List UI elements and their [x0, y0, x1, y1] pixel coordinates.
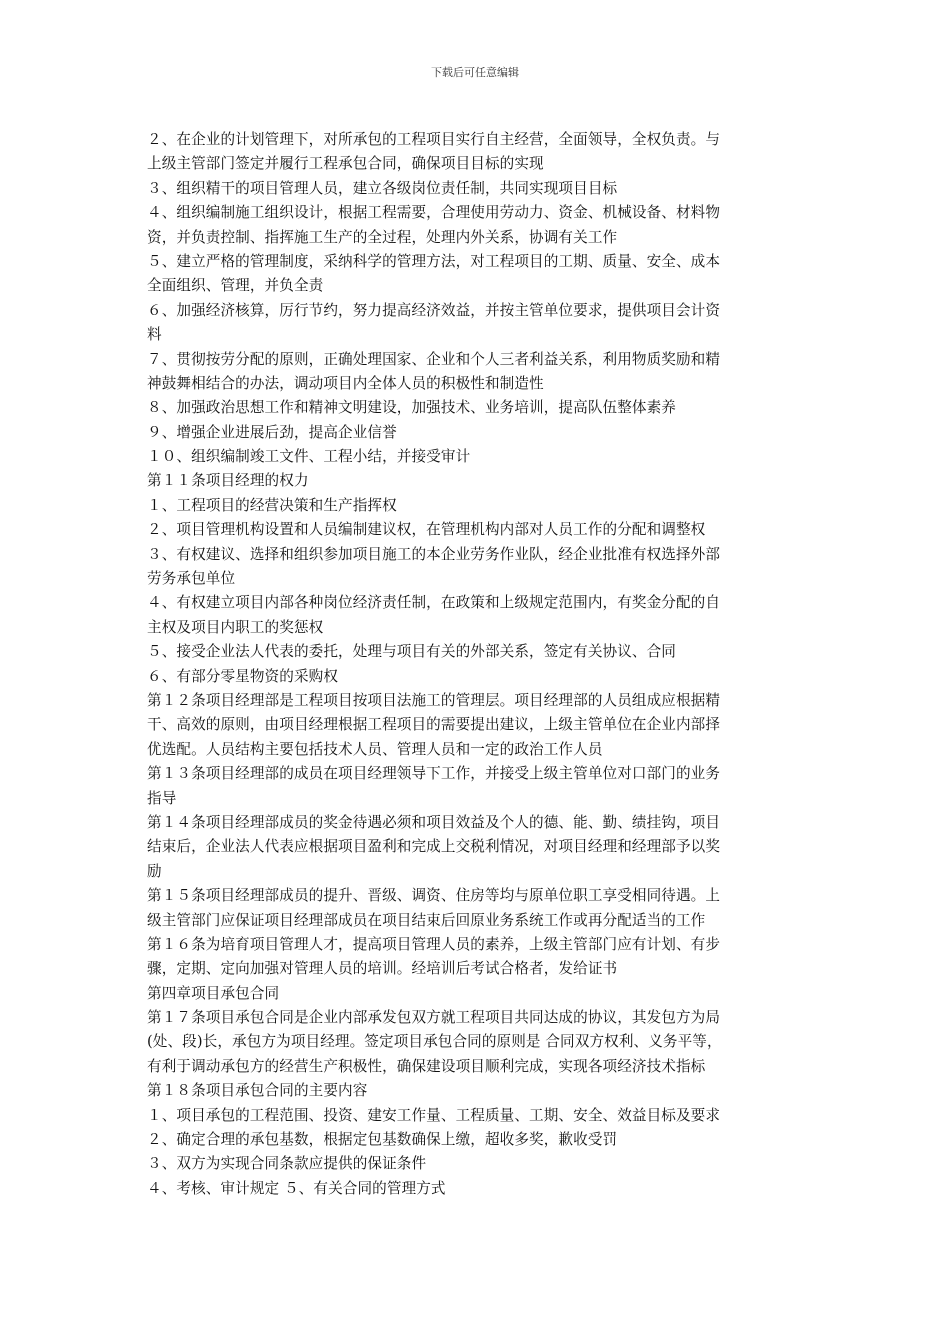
text-line: ５、建立严格的管理制度，采纳科学的管理方法，对工程项目的工期、质量、安全、成本: [147, 252, 721, 270]
text-line: ８、加强政治思想工作和精神文明建设，加强技术、业务培训，提高队伍整体素养: [147, 399, 676, 417]
text-line: 第１１条项目经理的权力: [147, 472, 309, 490]
text-line: 第１８条项目承包合同的主要内容: [147, 1082, 368, 1100]
text-line: １、项目承包的工程范围、投资、建安工作量、工程质量、工期、安全、效益目标及要求: [147, 1106, 721, 1124]
text-line: (处、段)长，承包方为项目经理。签定项目承包合同的原则是 合同双方权利、义务平等，: [147, 1033, 722, 1051]
text-line: 资，并负责控制、指挥施工生产的全过程，处理内外关系，协调有关工作: [147, 228, 618, 246]
text-line: 第１７条项目承包合同是企业内部承发包双方就工程项目共同达成的协议，其发包方为局: [147, 1009, 721, 1027]
text-line: ３、有权建议、选择和组织参加项目施工的本企业劳务作业队，经企业批准有权选择外部: [147, 545, 721, 563]
text-line: 有利于调动承包方的经营生产积极性，确保建设项目顺利完成，实现各项经济技术指标: [147, 1057, 706, 1075]
text-line: 上级主管部门签定并履行工程承包合同，确保项目目标的实现: [147, 155, 544, 173]
text-line: 劳务承包单位: [147, 570, 236, 588]
text-line: ４、有权建立项目内部各种岗位经济责任制，在政策和上级规定范围内，有奖金分配的自: [147, 594, 721, 612]
text-line: ２、确定合理的承包基数，根据定包基数确保上缴，超收多奖，歉收受罚: [147, 1131, 618, 1149]
text-line: 主权及项目内职工的奖惩权: [147, 618, 324, 636]
text-line: ２、在企业的计划管理下，对所承包的工程项目实行自主经营，全面领导，全权负责。与: [147, 131, 721, 148]
text-line: 骤，定期、定向加强对管理人员的培训。经培训后考试合格者，发给证书: [147, 960, 618, 978]
text-line: 第１５条项目经理部成员的提升、晋级、调资、住房等均与原单位职工享受相同待遇。上: [147, 887, 721, 905]
text-line: 神鼓舞相结合的办法，调动项目内全体人员的积极性和制造性: [147, 374, 544, 392]
text-line: 优选配。人员结构主要包括技术人员、管理人员和一定的政治工作人员: [147, 740, 603, 758]
text-line: 第１４条项目经理部成员的奖金待遇必须和项目效益及个人的德、能、勤、绩挂钩，项目: [147, 813, 721, 831]
text-line: 第１３条项目经理部的成员在项目经理领导下工作，并接受上级主管单位对口部门的业务: [147, 765, 721, 783]
text-line: 第１６条为培育项目管理人才，提高项目管理人员的素养，上级主管部门应有计划、有步: [147, 935, 721, 953]
text-line: 励: [147, 862, 162, 880]
document-body: [147, 128, 807, 1201]
text-line: 干、高效的原则，由项目经理根据工程项目的需要提出建议，上级主管单位在企业内部择: [147, 716, 721, 734]
text-line: ７、贯彻按劳分配的原则，正确处理国家、企业和个人三者利益关系，利用物质奖励和精: [147, 350, 721, 368]
text-line: ６、有部分零星物资的采购权: [147, 667, 339, 685]
text-line: 全面组织、管理，并负全责: [147, 277, 324, 295]
text-line: 级主管部门应保证项目经理部成员在项目结束后回原业务系统工作或再分配适当的工作: [147, 911, 706, 929]
page-header-note: 下载后可任意编辑: [431, 66, 519, 79]
text-line: 料: [147, 326, 162, 344]
text-line: ９、增强企业进展后劲，提高企业信誉: [147, 423, 397, 441]
text-line: １０、组织编制竣工文件、工程小结，并接受审计: [147, 448, 471, 466]
text-line: ３、组织精干的项目管理人员，建立各级岗位责任制，共同实现项目目标: [147, 179, 618, 197]
text-line: ５、接受企业法人代表的委托，处理与项目有关的外部关系，签定有关协议、合同: [147, 643, 676, 661]
text-line: ４、考核、审计规定 ５、有关合同的管理方式: [147, 1179, 446, 1197]
text-line: ２、项目管理机构设置和人员编制建议权，在管理机构内部对人员工作的分配和调整权: [147, 521, 706, 539]
text-line: 第四章项目承包合同: [147, 984, 280, 1002]
text-line: 结束后，企业法人代表应根据项目盈利和完成上交税利情况，对项目经理和经理部予以奖: [147, 838, 721, 856]
text-line: 指导: [147, 789, 177, 807]
text-line: ６、加强经济核算，厉行节约，努力提高经济效益，并按主管单位要求，提供项目会计资: [147, 301, 721, 319]
text-line: ４、组织编制施工组织设计，根据工程需要，合理使用劳动力、资金、机械设备、材料物: [147, 204, 721, 222]
text-line: １、工程项目的经营决策和生产指挥权: [147, 496, 397, 514]
text-line: 第１２条项目经理部是工程项目按项目法施工的管理层。项目经理部的人员组成应根据精: [147, 691, 721, 709]
text-line: ３、双方为实现合同条款应提供的保证条件: [147, 1155, 427, 1173]
